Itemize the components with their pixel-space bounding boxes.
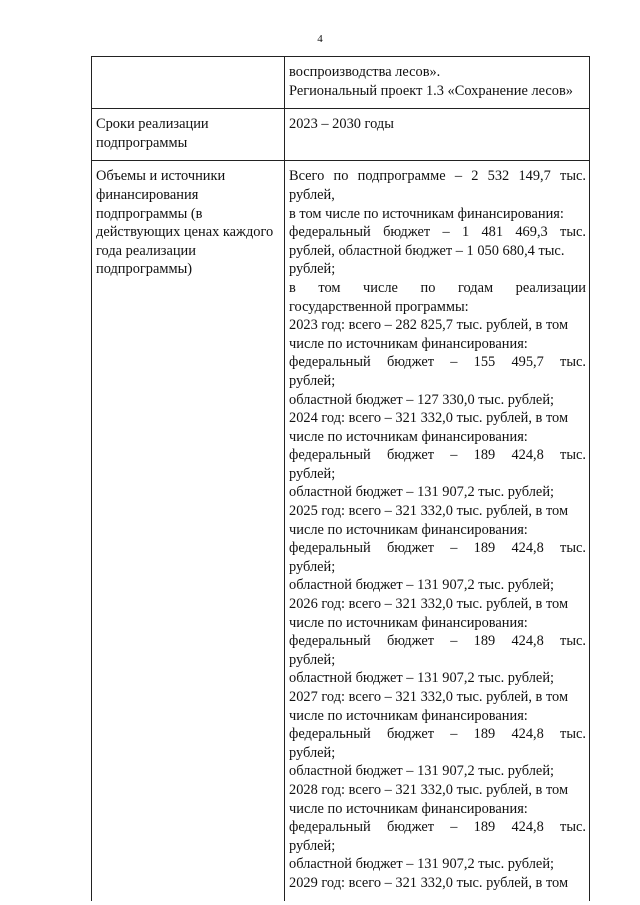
text-line: рублей; <box>289 372 336 389</box>
label-line: года реализации <box>96 242 196 259</box>
text-line: рублей; <box>289 651 336 668</box>
label-line: подпрограммы (в <box>96 205 203 222</box>
label-line: Объемы и источники <box>96 168 226 185</box>
text-line: федеральный бюджет – 189 424,8 тыс. <box>289 540 586 557</box>
label-line: подпрограммы) <box>96 261 193 278</box>
implementation-period: 2023 – 2030 годы <box>289 116 394 133</box>
text-line: рублей; <box>289 261 336 278</box>
text-line: областной бюджет – 131 907,2 тыс. рублей; <box>289 484 555 501</box>
text-line: 2025 год: всего – 321 332,0 тыс. рублей, в том <box>289 503 569 520</box>
text-line: областной бюджет – 127 330,0 тыс. рублей; <box>289 391 555 408</box>
text-line: областной бюджет – 131 907,2 тыс. рублей; <box>289 856 555 873</box>
text-line: 2023 год: всего – 282 825,7 тыс. рублей, в том <box>289 317 569 334</box>
text-line: рублей; <box>289 465 336 482</box>
table-row <box>92 57 590 109</box>
text-line: федеральный бюджет – 189 424,8 тыс. <box>289 726 586 743</box>
text-line: числе по источникам финансирования: <box>289 800 528 817</box>
text-line: в том числе по источникам финансирования: <box>289 205 564 222</box>
text-line: рублей; <box>289 837 336 854</box>
text-line: 2027 год: всего – 321 332,0 тыс. рублей, в том <box>289 689 569 705</box>
row-label-cell <box>92 161 285 901</box>
text-line: 2026 год: всего – 321 332,0 тыс. рублей, в том <box>289 596 569 613</box>
row-label-cell <box>92 57 285 109</box>
page-number: 4 <box>317 33 323 45</box>
text-line: государственной программы: <box>289 298 469 315</box>
table-row <box>92 109 590 161</box>
text-line: числе по источникам финансирования: <box>289 614 528 631</box>
text-line: федеральный бюджет – 189 424,8 тыс. <box>289 633 586 650</box>
text-line: федеральный бюджет – 189 424,8 тыс. <box>289 447 586 464</box>
text-line: федеральный бюджет – 1 481 469,3 тыс. <box>289 224 586 241</box>
row-value-cell <box>285 109 590 161</box>
text-line: федеральный бюджет – 155 495,7 тыс. <box>289 354 586 371</box>
text-line: в том числе по годам реализации <box>289 279 586 296</box>
row-label-cell <box>92 109 285 161</box>
text-line: рублей, областной бюджет – 1 050 680,4 тыс. <box>289 242 565 259</box>
text-line: 2028 год: всего – 321 332,0 тыс. рублей, в том <box>289 781 569 798</box>
text-line: рублей, <box>289 186 335 203</box>
text-line: областной бюджет – 131 907,2 тыс. рублей; <box>289 577 555 594</box>
text-line: воспроизводства лесов». <box>289 64 441 80</box>
text-line: рублей; <box>289 558 336 575</box>
text-line: областной бюджет – 131 907,2 тыс. рублей; <box>289 670 555 687</box>
label-line: финансирования <box>96 186 199 203</box>
text-line: Региональный проект 1.3 «Сохранение лесов» <box>289 82 573 99</box>
label-line: действующих ценах каждого <box>96 224 274 241</box>
text-line: числе по источникам финансирования: <box>289 521 528 538</box>
row-value-cell <box>285 161 590 901</box>
table-row <box>92 161 590 901</box>
text-line: федеральный бюджет – 189 424,8 тыс. <box>289 819 586 836</box>
text-line: 2029 год: всего – 321 332,0 тыс. рублей, в том <box>289 874 569 891</box>
text-line: числе по источникам финансирования: <box>289 335 528 352</box>
text-line: числе по источникам финансирования: <box>289 707 528 724</box>
text-line: числе по источникам финансирования: <box>289 428 528 445</box>
text-line: 2024 год: всего – 321 332,0 тыс. рублей, в том <box>289 410 569 427</box>
text-line: областной бюджет – 131 907,2 тыс. рублей; <box>289 763 555 780</box>
label-line: подпрограммы <box>96 134 188 151</box>
row-value-cell <box>285 57 590 109</box>
label-line: Сроки реализации <box>96 116 209 133</box>
text-line: рублей; <box>289 744 336 761</box>
subprogram-passport-table <box>91 56 590 901</box>
text-line: Всего по подпрограмме – 2 532 149,7 тыс. <box>289 168 586 185</box>
